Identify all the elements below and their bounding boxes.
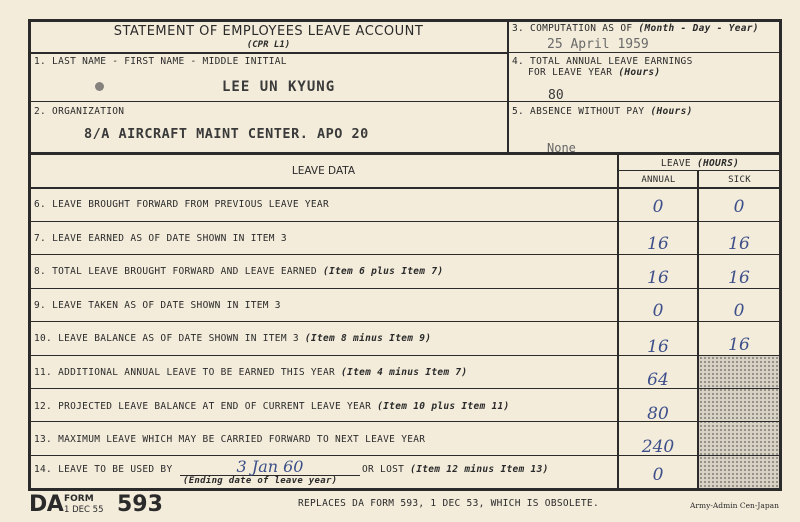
row-8-sick: 16 xyxy=(728,268,750,288)
row-12-annual: 80 xyxy=(647,404,669,424)
row-10-annual: 16 xyxy=(647,337,669,357)
row-7-label: 7. LEAVE EARNED AS OF DATE SHOWN IN ITEM 3 xyxy=(34,233,287,244)
row-6-sick: 0 xyxy=(733,197,745,217)
form-title: STATEMENT OF EMPLOYEES LEAVE ACCOUNT xyxy=(113,24,424,39)
header-vertical-divider xyxy=(507,19,509,154)
leave-header-line xyxy=(618,170,781,171)
computation-date: 25 April 1959 xyxy=(547,37,649,52)
frame-top xyxy=(28,19,782,22)
frame-bottom xyxy=(28,488,782,491)
row-9-sick: 0 xyxy=(733,301,745,321)
row-13-label: 13. MAXIMUM LEAVE WHICH MAY BE CARRIED FORWARD TO NEXT LEAVE YEAR xyxy=(34,434,426,445)
annual-earnings-value: 80 xyxy=(548,88,564,103)
footer-form-date: 1 DEC 55 xyxy=(64,505,104,515)
item5-label: 5. ABSENCE WITHOUT PAY (Hours) xyxy=(512,106,693,117)
absence-value: None xyxy=(547,141,576,152)
row-9-annual: 0 xyxy=(652,301,664,321)
item4-label-line2: FOR LEAVE YEAR (Hours) xyxy=(528,67,661,78)
row-14-annual: 0 xyxy=(652,465,664,485)
row-14-sub-hint: (Ending date of leave year) xyxy=(183,476,338,486)
leave-hours-header: LEAVE (HOURS) xyxy=(660,158,740,169)
row-line xyxy=(28,221,782,222)
title-bottom-line xyxy=(28,52,508,54)
row-10-sick: 16 xyxy=(728,335,750,355)
item3-label: 3. COMPUTATION AS OF (Month - Day - Year) xyxy=(512,23,759,34)
organization-value: 8/A AIRCRAFT MAINT CENTER. APO 20 xyxy=(84,126,369,142)
ink-blot xyxy=(95,82,104,91)
employee-name: LEE UN KYUNG xyxy=(222,79,336,95)
organization-label: 2. ORGANIZATION xyxy=(34,106,125,117)
row-10-label: 10. LEAVE BALANCE AS OF DATE SHOWN IN ITEM 3 (Item 8 minus Item 9) xyxy=(34,333,432,344)
item4-label-line1: 4. TOTAL ANNUAL LEAVE EARNINGS xyxy=(512,56,693,67)
row-6-annual: 0 xyxy=(652,197,664,217)
leave-data-header: LEAVE DATA xyxy=(291,165,356,177)
footer-da: DA xyxy=(29,492,64,517)
footer-replaces-note: REPLACES DA FORM 593, 1 DEC 53, WHICH IS OBSOLETE. xyxy=(298,498,599,509)
sick-col-header: SICK xyxy=(728,175,751,185)
name-label: 1. LAST NAME - FIRST NAME - MIDDLE INITIAL xyxy=(34,56,287,67)
item1-bottom-line xyxy=(28,101,782,102)
item3-bottom-line xyxy=(508,52,781,53)
row-8-label: 8. TOTAL LEAVE BROUGHT FORWARD AND LEAVE EARNED (Item 6 plus Item 7) xyxy=(34,266,444,277)
footer-printer: Army-Admin Cen-Japan xyxy=(690,501,779,510)
row-14-handwritten-date: 3 Jan 60 xyxy=(236,457,304,476)
row-11-label: 11. ADDITIONAL ANNUAL LEAVE TO BE EARNED THIS YEAR (Item 4 minus Item 7) xyxy=(34,367,468,378)
header-bottom-line xyxy=(28,152,782,155)
annual-col-header: ANNUAL xyxy=(641,175,676,185)
row-line xyxy=(28,321,782,322)
row-13-annual: 240 xyxy=(641,437,675,457)
row-6-label: 6. LEAVE BROUGHT FORWARD FROM PREVIOUS LEAVE YEAR xyxy=(34,199,329,210)
sick-shaded-area xyxy=(699,356,779,488)
row-12-label: 12. PROJECTED LEAVE BALANCE AT END OF CURRENT LEAVE YEAR (Item 10 plus Item 11) xyxy=(34,401,510,412)
row-line xyxy=(28,254,782,255)
row-14-label-end: OR LOST (Item 12 minus Item 13) xyxy=(362,464,549,475)
row-9-label: 9. LEAVE TAKEN AS OF DATE SHOWN IN ITEM 3 xyxy=(34,300,281,311)
row-11-annual: 64 xyxy=(647,370,669,390)
footer-form-word: FORM xyxy=(64,494,94,504)
table-header-bottom xyxy=(28,187,782,189)
footer-form-number: 593 xyxy=(117,492,163,517)
row-14-label-start: 14. LEAVE TO BE USED BY xyxy=(34,464,173,475)
form-subtitle: (CPR L1) xyxy=(246,40,291,50)
row-line xyxy=(28,288,782,289)
row-7-sick: 16 xyxy=(728,234,750,254)
row-7-annual: 16 xyxy=(647,234,669,254)
row-8-annual: 16 xyxy=(647,268,669,288)
